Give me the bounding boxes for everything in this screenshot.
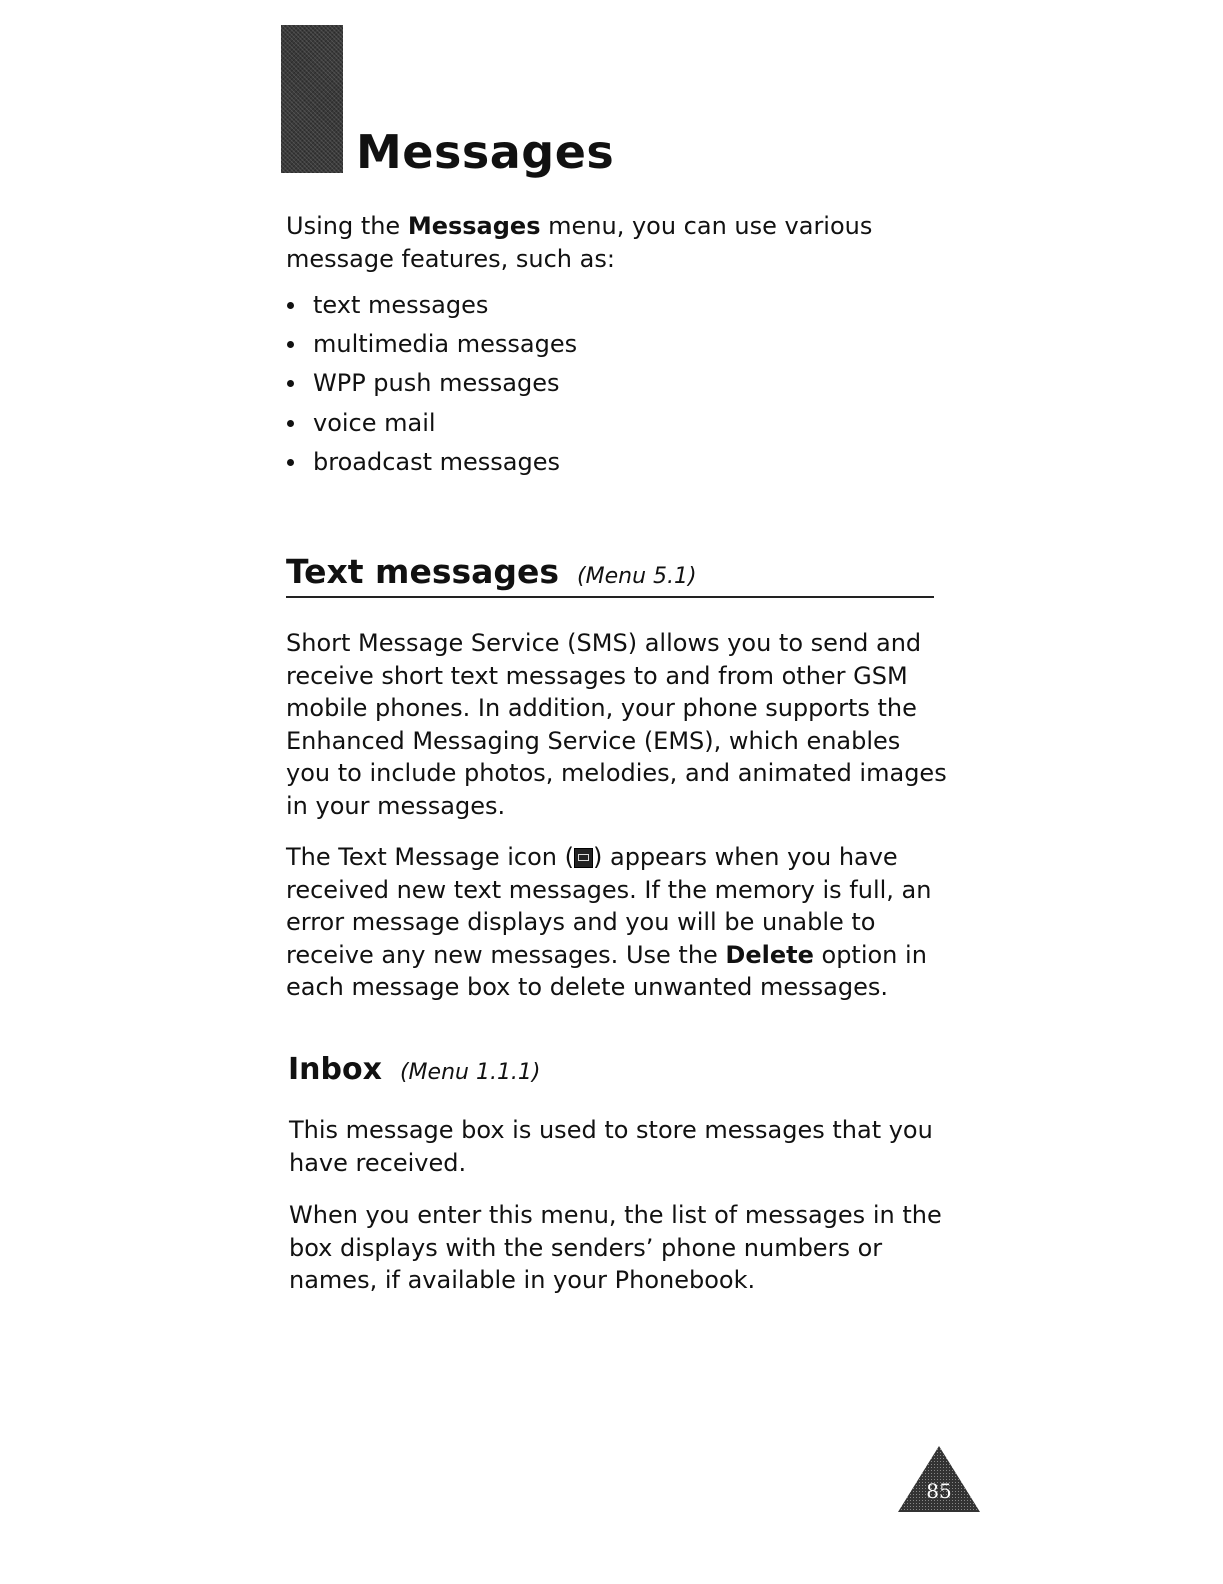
- chapter-title: Messages: [356, 125, 615, 179]
- intro-prefix: Using the: [286, 212, 408, 240]
- page-number: 85: [926, 1479, 952, 1503]
- list-item-label: text messages: [313, 291, 489, 319]
- intro-bold-messages: Messages: [407, 212, 541, 240]
- list-item: [286, 325, 577, 364]
- list-item: [286, 443, 577, 482]
- inbox-paragraph-1: This message box is used to store messages that you have received.: [289, 1116, 933, 1177]
- section-title: Text messages: [286, 552, 560, 591]
- text-message-icon: [574, 848, 593, 868]
- inbox-paragraph-2: When you enter this menu, the list of messages in the box displays with the senders’ phone numbers or names, if available in your Phonebook.: [289, 1201, 942, 1294]
- bullet-icon: [287, 459, 294, 466]
- sub-heading-title: Inbox: [288, 1052, 382, 1087]
- page-number-badge: [898, 1446, 980, 1512]
- section-menu-ref: (Menu 5.1): [577, 564, 697, 589]
- intro-suffix: menu, you can use various message features, such as:: [286, 212, 873, 273]
- chapter-tab-bar: [281, 25, 343, 173]
- list-item: [286, 364, 577, 403]
- list-item-label: WPP push messages: [313, 369, 560, 398]
- list-item-label: broadcast messages: [313, 447, 561, 476]
- text-message-icon-paragraph: [286, 841, 951, 1004]
- list-item-label: multimedia messages: [313, 330, 578, 359]
- delete-option-bold: Delete: [725, 940, 814, 969]
- feature-list: [286, 286, 577, 482]
- bullet-icon: [287, 341, 294, 348]
- sub-heading-menu-ref: (Menu 1.1.1): [399, 1060, 541, 1085]
- para-text: The Text Message icon (: [286, 843, 574, 871]
- para-text: ) appears when you have received new text messages. If the memory is full, an error message displays and you will be unable to receive any new messages. Use the: [286, 843, 932, 969]
- list-item-label: voice mail: [313, 408, 436, 437]
- section-heading-text-messages: [286, 552, 934, 598]
- bullet-icon: [287, 380, 294, 387]
- sub-heading-inbox: [288, 1052, 541, 1087]
- bullet-icon: [287, 302, 294, 309]
- list-item: [286, 286, 577, 325]
- intro-paragraph: [286, 210, 951, 275]
- bullet-icon: [287, 420, 294, 427]
- sms-paragraph: Short Message Service (SMS) allows you to send and receive short text messages to and from other GSM mobile phones. In addition, your phone supports the Enhanced Messaging Service (EMS), which enables you to include photos, melodies, and animated images in your messages.: [286, 629, 947, 820]
- para-text: option in each message box to delete unwanted messages.: [286, 940, 927, 1001]
- list-item: [286, 404, 577, 443]
